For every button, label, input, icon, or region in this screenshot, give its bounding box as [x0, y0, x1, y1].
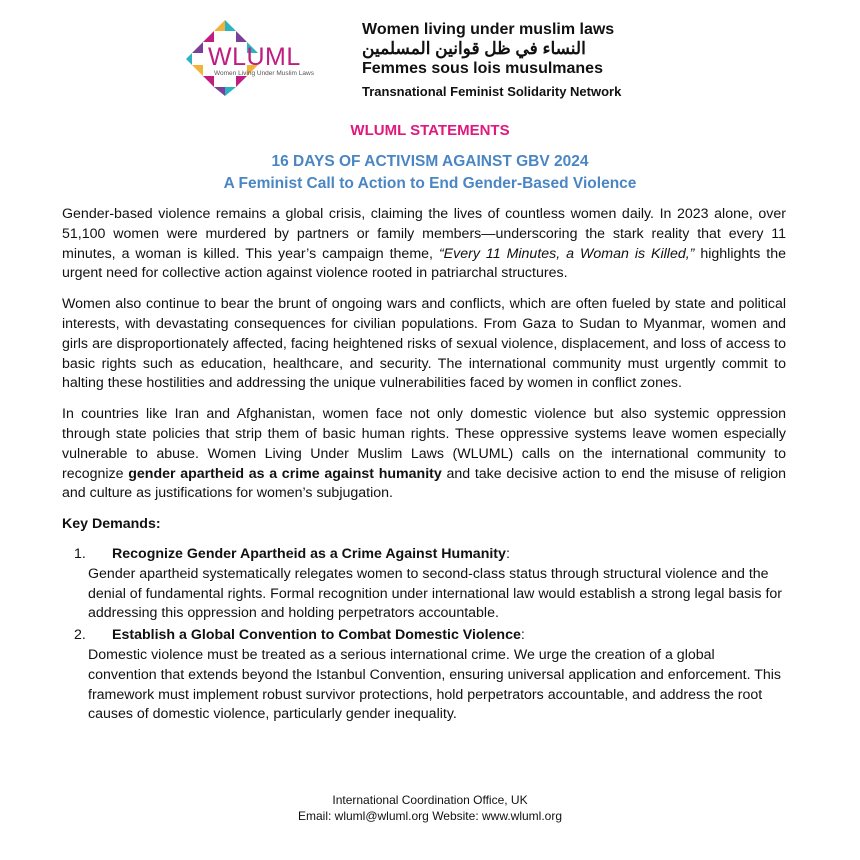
logo-wordmark: WLUML: [208, 43, 301, 71]
demand-description: Domestic violence must be treated as a serious international crime. We urge the creation of a global convention that extends beyond the Istanbul Convention, ensuring universal application and enforcement. This framework must implement robust survivor protections, hold perpetrators accountable, and address the root causes of domestic violence, particularly gender inequality.: [88, 646, 782, 723]
demand-heading: [62, 545, 786, 565]
demand-item: [62, 626, 786, 725]
network-name: Transnational Feminist Solidarity Network: [362, 84, 622, 99]
paragraph-3-text-b: and take decisive action to end the misuse of religion and culture as justifications for women’s subjugation.: [62, 465, 787, 502]
demand-item: [62, 545, 786, 624]
demand-number: 1.: [74, 545, 86, 562]
key-demands-heading: Key Demands:: [62, 516, 161, 533]
statements-label: WLUML STATEMENTS: [350, 122, 510, 139]
demand-colon: :: [520, 627, 525, 644]
demand-description: Gender apartheid systematically relegates women to second-class status through structural violence and the denial of fundamental rights. Formal recognition under international law would establish a strong legal basis for addressing this oppression and holding perpetrators accountable.: [88, 565, 783, 622]
document-subtitle: A Feminist Call to Action to End Gender-Based Violence: [223, 175, 637, 192]
demand-colon: :: [505, 545, 510, 562]
organization-names: [362, 20, 662, 101]
org-name-english: Women living under muslim laws: [362, 21, 615, 38]
document-title: 16 DAYS OF ACTIVISM AGAINST GBV 2024: [271, 153, 589, 170]
paragraph-1-text-a: Gender-based violence remains a global crisis, claiming the lives of countless women daily. In 2023 alone, over 51,100 women were murdered by partners or family members—underscoring the stark reality that every 11 minutes, a woman is killed. This year’s campaign theme,: [62, 206, 786, 262]
paragraph-1-text-b: highlights the urgent need for collective action against violence rooted in patriarchal structures.: [62, 245, 786, 282]
footer-office: International Coordination Office, UK: [332, 793, 528, 807]
gender-apartheid-emphasis: gender apartheid as a crime against humanity: [128, 465, 442, 482]
campaign-theme: “Every 11 Minutes, a Woman is Killed,”: [438, 245, 695, 262]
paragraph-3: [62, 405, 786, 504]
footer-contact: Email: wluml@wluml.org Website: www.wluml.org: [297, 809, 563, 823]
paragraph-2: Women also continue to bear the brunt of ongoing wars and conflicts, which are often fueled by state and political interests, with devastating consequences for civilian populations. From Gaza to Sudan to Myanmar, women and girls are disproportionately affected, facing heightened risks of sexual violence, displacement, and loss of access to basic rights such as education, healthcare, and security. The international community must urgently commit to halting these hostilities and addressing the unique vulnerabilities faced by women in conflict zones.: [62, 296, 786, 392]
logo-tagline: Women Living Under Muslim Laws: [214, 70, 314, 77]
letterhead: [0, 0, 860, 108]
demand-heading: [62, 626, 786, 646]
org-name-arabic: النساء في ظل قوانين المسلمين: [362, 39, 586, 58]
org-name-french: Femmes sous lois musulmanes: [362, 60, 603, 77]
demand-title: Establish a Global Convention to Combat Domestic Violence: [112, 627, 521, 644]
paragraph-3-text-a: In countries like Iran and Afghanistan, women face not only domestic violence but also systemic oppression through state policies that strip them of basic human rights. These oppressive systems leave women especially vulnerable to abuse. Women Living Under Muslim Laws (WLUML) calls on the international community to recognize: [62, 406, 786, 482]
demand-title: Recognize Gender Apartheid as a Crime Against Humanity: [112, 545, 506, 562]
footer: [0, 792, 860, 824]
demand-number: 2.: [74, 627, 86, 644]
statement-body: [62, 205, 786, 727]
paragraph-1: [62, 205, 786, 284]
